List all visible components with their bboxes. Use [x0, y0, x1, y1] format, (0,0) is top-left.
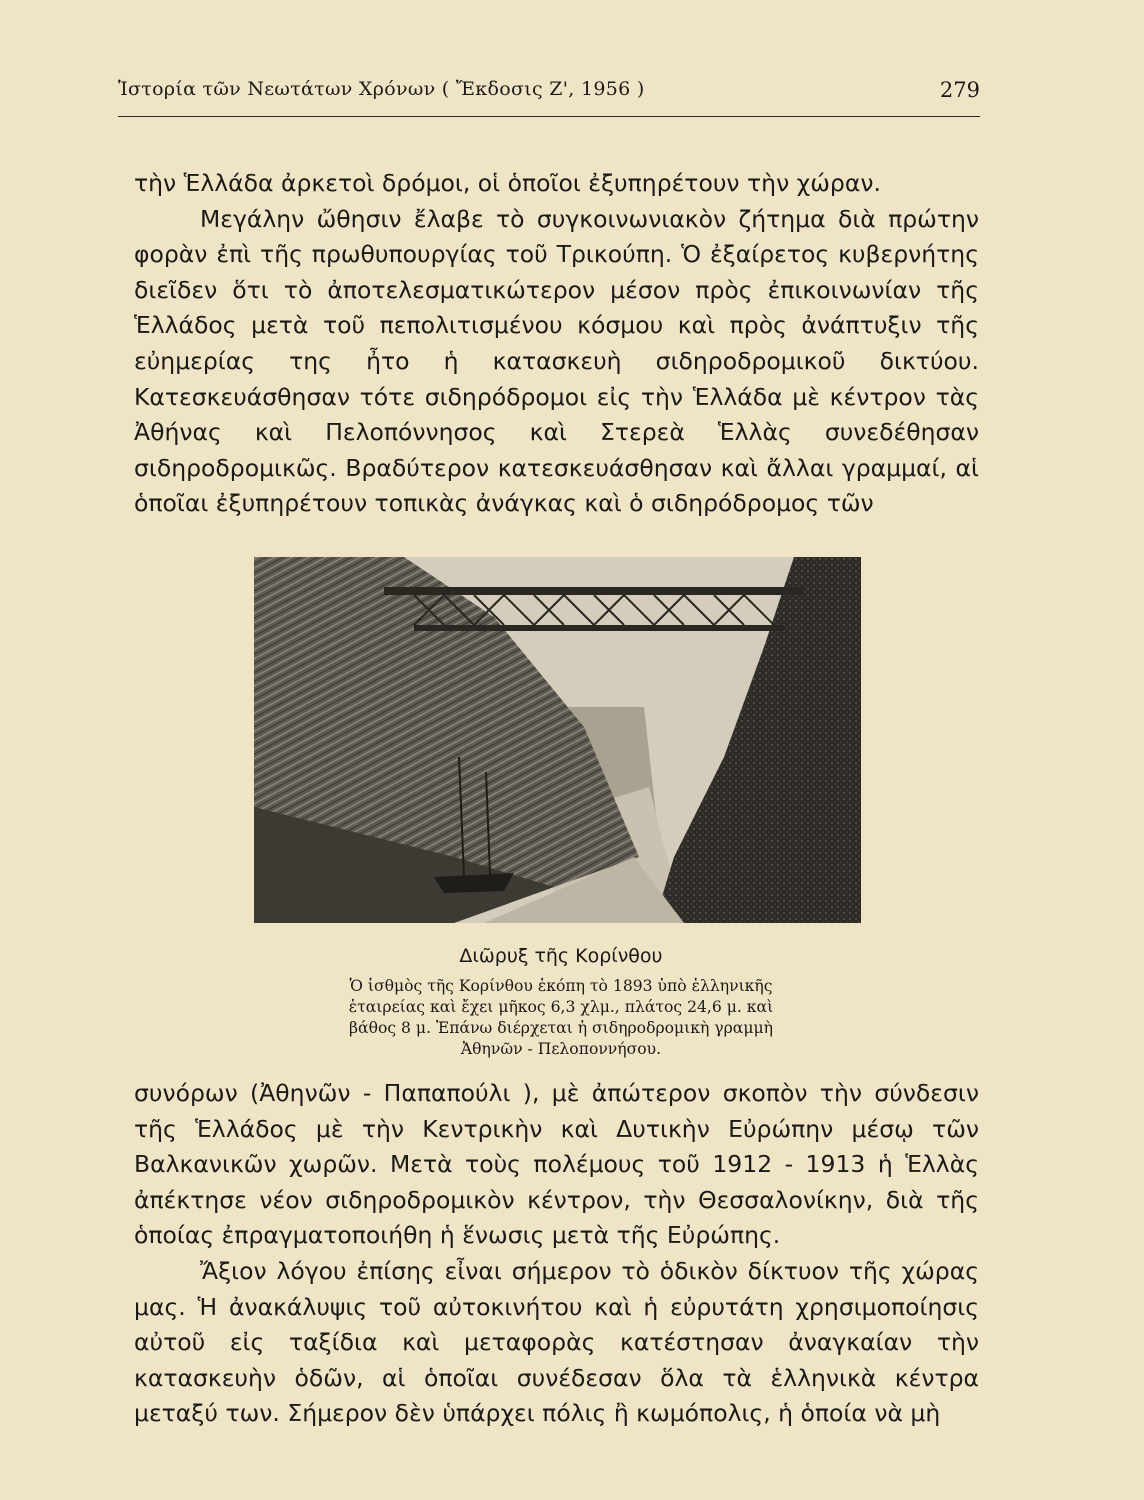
caption-body: [236, 976, 886, 1060]
corinth-canal-photo: [254, 557, 861, 923]
caption-line: βάθος 8 μ. Ἐπάνω διέρχεται ἡ σιδηροδρομικὴ γραμμὴ: [349, 1019, 773, 1037]
body-text-top: [134, 166, 979, 522]
paragraph: τὴν Ἑλλάδα ἀρκετοὶ δρόμοι, οἱ ὁποῖοι ἐξυπηρέτουν τὴν χώραν.: [134, 169, 881, 197]
paragraph: Μεγάλην ὤθησιν ἔλαβε τὸ συγκοινωνιακὸν ζήτημα διὰ πρώτην φορὰν ἐπὶ τῆς πρωθυπουργίας τοῦ Τρικούπη. Ὁ ἐξαίρετος κυβερνήτης διεῖδεν ὅτι τὸ ἀποτελεσματικώτερον μέσον πρὸς ἐπικοινωνίαν τῆς Ἑλλάδος μετὰ τοῦ πεπολιτισμένου κόσμου καὶ πρὸς ἀνάπτυξιν τῆς εὐημερίας της ἦτο ἡ κατασκευὴ σιδηροδρομικοῦ δικτύου. Κατεσκευάσθησαν τότε σιδηρόδρομοι εἰς τὴν Ἑλλάδα μὲ κέντρον τὰς Ἀθήνας καὶ Πελοπόννησος καὶ Στερεὰ Ἑλλὰς συνεδέθησαν σιδηροδρομικῶς. Βραδύτερον κατεσκευάσθησαν καὶ ἄλλαι γραμμαί, αἱ ὁποῖαι ἐξυπηρέτουν τοπικὰς ἀνάγκας καὶ ὁ σιδηρόδρομος τῶν: [134, 204, 979, 518]
caption-line: ἑταιρείας καὶ ἔχει μῆκος 6,3 χλμ., πλάτος 24,6 μ. καὶ: [348, 998, 774, 1016]
body-text-bottom: [134, 1076, 979, 1432]
running-header: [118, 72, 980, 117]
page-number: 279: [939, 78, 980, 102]
running-title: Ἱστορία τῶν Νεωτάτων Χρόνων ( Ἔκδοσις Ζ', 1956 ): [118, 78, 645, 100]
caption-line: Ὁ ἰσθμὸς τῆς Κορίνθου ἐκόπη τὸ 1893 ὑπὸ ἑλληνικῆς: [349, 977, 773, 995]
corinth-canal-illustration: [254, 557, 861, 923]
caption-line: Ἀθηνῶν - Πελοποννήσου.: [460, 1040, 662, 1058]
paragraph: συνόρων (Ἀθηνῶν - Παπαπούλι ), μὲ ἀπώτερον σκοπὸν τὴν σύνδεσιν τῆς Ἑλλάδος μὲ τὴν Κεντρικὴν καὶ Δυτικὴν Εὐρώπην μέσῳ τῶν Βαλκανικῶν χωρῶν. Μετὰ τοὺς πολέμους τοῦ 1912 - 1913 ἡ Ἑλλὰς ἀπέκτησε νέον σιδηροδρομικὸν κέντρον, τὴν Θεσσαλονίκην, διὰ τῆς ὁποίας ἐπραγματοποιήθη ἡ ἕνωσις μετὰ τῆς Εὐρώπης.: [134, 1079, 979, 1250]
paragraph: Ἄξιον λόγου ἐπίσης εἶναι σήμερον τὸ ὁδικὸν δίκτυον τῆς χώρας μας. Ἡ ἀνακάλυψις τοῦ αὐτοκινήτου καὶ ἡ εὐρυτάτη χρησιμοποίησις αὐτοῦ εἰς ταξίδια καὶ μεταφορὰς κατέστησαν ἀναγκαίαν τὴν κατασκευὴν ὁδῶν, αἱ ὁποῖαι συνέδεσαν ὅλα τὰ ἑλληνικὰ κέντρα μεταξύ των. Σήμερον δὲν ὑπάρχει πόλις ἢ κωμόπολις, ἡ ὁποία νὰ μὴ: [134, 1256, 979, 1428]
caption-title: Διῶρυξ τῆς Κορίνθου: [459, 945, 663, 967]
